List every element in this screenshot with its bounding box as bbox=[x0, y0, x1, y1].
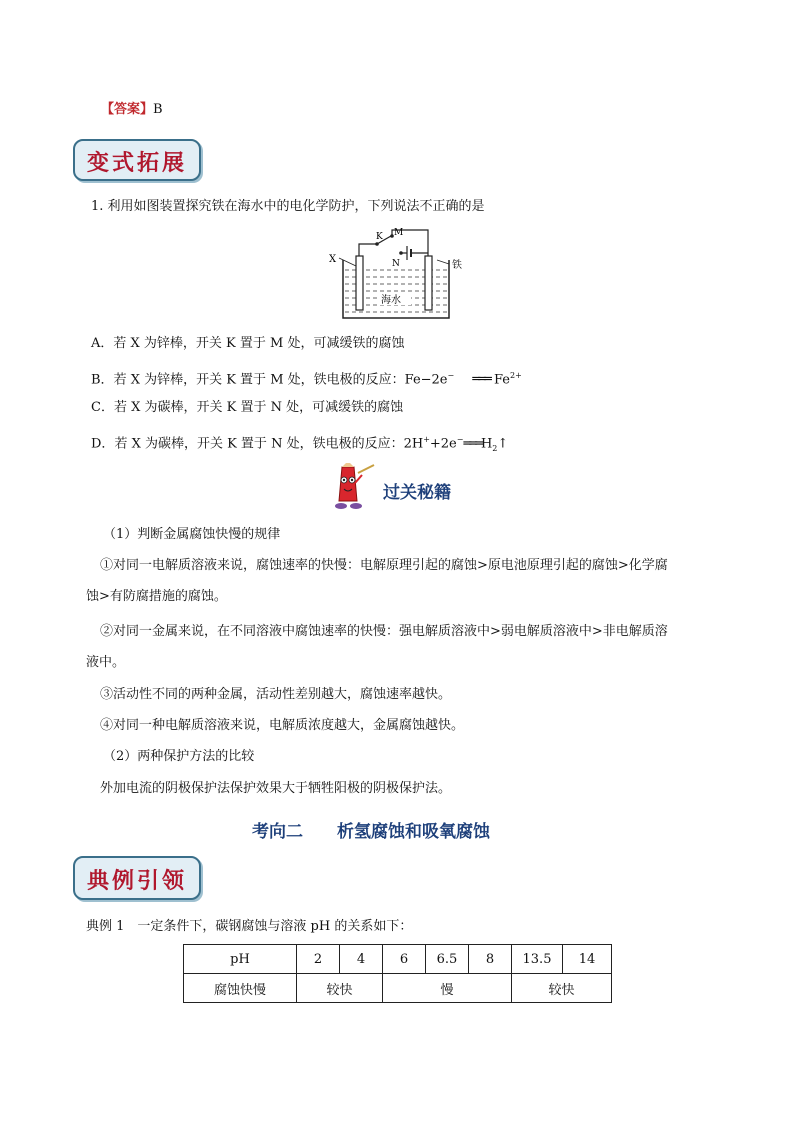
option-d-text: 若 X 为碳棒，开关 K 置于 N 处，铁电极的反应：2H bbox=[114, 436, 424, 452]
option-c-text: 若 X 为碳棒，开关 K 置于 N 处，可减缓铁的腐蚀 bbox=[113, 400, 404, 415]
tips-p4: ③活动性不同的两种金属，活动性差别越大，腐蚀速率越快。 bbox=[100, 687, 452, 702]
tips-p1: （1）判断金属腐蚀快慢的规律 bbox=[103, 527, 281, 542]
option-c-letter: C． bbox=[91, 400, 114, 415]
option-d-sub: 2 bbox=[492, 443, 498, 453]
table-row bbox=[184, 945, 612, 974]
iron-electrode bbox=[425, 256, 432, 310]
section2-part2: 析氢腐蚀和吸氧腐蚀 bbox=[337, 822, 490, 842]
pencil-mascot-icon bbox=[328, 463, 378, 513]
option-a-text: 若 X 为锌棒，开关 K 置于 M 处，可减缓铁的腐蚀 bbox=[113, 336, 405, 351]
tips-p5: ④对同一种电解质溶液来说，电解质浓度越大，金属腐蚀越快。 bbox=[100, 718, 465, 733]
option-c bbox=[91, 399, 403, 417]
tips-p2a: ①对同一电解质溶液来说，腐蚀速率的快慢：电解原理引起的腐蚀>原电池原理引起的腐蚀>化学腐 bbox=[100, 558, 668, 573]
option-b-letter: B． bbox=[91, 372, 114, 388]
section2-title bbox=[252, 817, 490, 842]
option-b-product: Fe bbox=[493, 372, 510, 388]
option-b bbox=[91, 367, 522, 389]
tips-p6: （2）两种保护方法的比较 bbox=[103, 749, 255, 764]
diagram-iron-label: 铁 bbox=[452, 260, 462, 271]
table-cell: 6 bbox=[383, 945, 426, 974]
table-cell: 14 bbox=[563, 945, 612, 974]
variant-badge bbox=[73, 139, 201, 181]
option-d-mid: +2e bbox=[429, 436, 457, 452]
option-d-arrow: ═══ bbox=[463, 436, 481, 452]
tips-p7: 外加电流的阴极保护法保护效果大于牺牲阳极的阴极保护法。 bbox=[100, 781, 452, 796]
table-cell: 13.5 bbox=[512, 945, 563, 974]
example-badge bbox=[73, 856, 201, 900]
table-cell: 较快 bbox=[512, 974, 612, 1003]
option-b-text: 若 X 为锌棒，开关 K 置于 M 处，铁电极的反应：Fe−2e bbox=[113, 372, 448, 388]
electrochem-diagram bbox=[325, 226, 475, 324]
option-d-sup1: + bbox=[423, 435, 430, 444]
table-cell: 慢 bbox=[383, 974, 512, 1003]
diagram-n-label: N bbox=[392, 259, 400, 269]
table-cell: 较快 bbox=[297, 974, 383, 1003]
table-cell: 腐蚀快慢 bbox=[184, 974, 297, 1003]
question-text: 1. 利用如图装置探究铁在海水中的电化学防护，下列说法不正确的是 bbox=[91, 199, 485, 214]
answer-line bbox=[101, 101, 163, 119]
option-d-tail: ↑ bbox=[497, 436, 509, 452]
tips-p3b: 液中。 bbox=[86, 655, 126, 670]
tips-p3a: ②对同一金属来说，在不同溶液中腐蚀速率的快慢：强电解质溶液中>弱电解质溶液中>非电解质溶 bbox=[100, 624, 668, 639]
x-electrode bbox=[356, 256, 363, 310]
answer-label: 【答案】 bbox=[101, 102, 154, 117]
tips-p2b: 蚀>有防腐措施的腐蚀。 bbox=[86, 589, 227, 604]
table-cell: 4 bbox=[340, 945, 383, 974]
diagram-x-label: X bbox=[329, 254, 337, 265]
tips-title: 过关秘籍 bbox=[383, 483, 451, 503]
diagram-m-label: M bbox=[394, 228, 404, 238]
ph-corrosion-table bbox=[183, 944, 612, 1003]
example-badge-text: 典例引领 bbox=[86, 868, 187, 894]
option-d bbox=[91, 431, 508, 458]
option-a-letter: A． bbox=[91, 336, 114, 351]
option-d-product: H bbox=[480, 436, 493, 452]
option-d-letter: D． bbox=[91, 436, 115, 452]
section2-part1: 考向二 bbox=[252, 822, 303, 842]
table-cell: pH bbox=[184, 945, 297, 974]
diagram-k-label: K bbox=[376, 232, 383, 242]
table-cell: 2 bbox=[297, 945, 340, 974]
variant-badge-text: 变式拓展 bbox=[86, 150, 187, 176]
answer-value: B bbox=[153, 102, 163, 117]
example-text: 典例 1 一定条件下，碳钢腐蚀与溶液 pH 的关系如下： bbox=[86, 919, 413, 934]
table-row bbox=[184, 974, 612, 1003]
option-b-arrow: ═══ bbox=[472, 372, 490, 388]
option-b-sup1: − bbox=[447, 371, 455, 380]
table-cell: 6.5 bbox=[426, 945, 469, 974]
option-d-sup2: − bbox=[456, 435, 464, 444]
diagram-water-label: 海水 bbox=[381, 295, 401, 306]
option-a bbox=[91, 335, 404, 353]
option-b-sup2: 2+ bbox=[509, 371, 522, 380]
table-cell: 8 bbox=[469, 945, 512, 974]
